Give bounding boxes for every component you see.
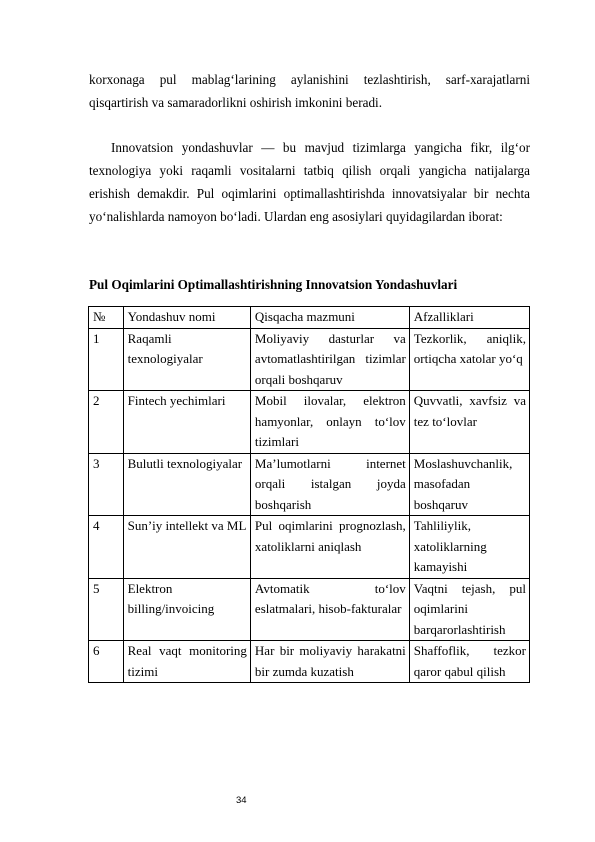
- approach-name: Real vaqt monitoring tizimi: [123, 641, 250, 683]
- table-header-row: [89, 307, 530, 329]
- approach-summary: Pul oqimlarini prognozlash, xatoliklarni aniqlash: [250, 516, 409, 579]
- approach-summary: Mobil ilovalar, elektron hamyonlar, onlayn to‘lov tizimlari: [250, 391, 409, 454]
- header-number: №: [89, 307, 124, 329]
- row-number: 4: [89, 516, 124, 579]
- approach-summary: Har bir moliyaviy harakatni bir zumda kuzatish: [250, 641, 409, 683]
- approach-name: Raqamli texnologiyalar: [123, 328, 250, 391]
- paragraph-continuation: korxonaga pul mablag‘larining aylanishini tezlashtirish, sarf-xarajatlarni qisqartirish va samaradorlikni oshirish imkonini beradi.: [89, 72, 530, 110]
- row-number: 5: [89, 578, 124, 641]
- header-summary: Qisqacha mazmuni: [250, 307, 409, 329]
- table-row: [89, 328, 530, 391]
- approach-summary: Avtomatik to‘lov eslatmalari, hisob-fakturalar: [250, 578, 409, 641]
- table-row: [89, 641, 530, 683]
- approach-advantages: Tezkorlik, aniqlik, ortiqcha xatolar yo‘q: [409, 328, 529, 391]
- table-row: [89, 578, 530, 641]
- row-number: 6: [89, 641, 124, 683]
- approach-name: Fintech yechimlari: [123, 391, 250, 454]
- approach-name: Bulutli texnologiyalar: [123, 453, 250, 516]
- approach-advantages: Tahliliylik, xatoliklarning kamayishi: [409, 516, 529, 579]
- paragraph-innovations: Innovatsion yondashuvlar — bu mavjud tizimlarga yangicha fikr, ilg‘or texnologiya yoki raqamli vositalarni tatbiq qilish orqali yangicha natijalarga erishish demakdir. Pul oqimlarini optimallashtirishda innovatsiyalar bir nechta yo‘nalishlarda namoyon bo‘ladi. Ulardan eng asosiylari quyidagilardan iborat:: [89, 140, 530, 224]
- table-row: [89, 516, 530, 579]
- row-number: 3: [89, 453, 124, 516]
- page-number: 34: [236, 795, 247, 806]
- row-number: 1: [89, 328, 124, 391]
- header-approach: Yondashuv nomi: [123, 307, 250, 329]
- approach-advantages: Shaffoflik, tezkor qaror qabul qilish: [409, 641, 529, 683]
- row-number: 2: [89, 391, 124, 454]
- approach-advantages: Moslashuvchanlik, masofadan boshqaruv: [409, 453, 529, 516]
- header-advantages: Afzalliklari: [409, 307, 529, 329]
- approach-summary: Ma’lumotlarni internet orqali istalgan joyda boshqarish: [250, 453, 409, 516]
- approach-name: Sun’iy intellekt va ML: [123, 516, 250, 579]
- approach-advantages: Vaqtni tejash, pul oqimlarini barqarorlashtirish: [409, 578, 529, 641]
- table-row: [89, 391, 530, 454]
- table-title: Pul Oqimlarini Optimallashtirishning Innovatsion Yondashuvlari: [89, 277, 458, 292]
- approach-summary: Moliyaviy dasturlar va avtomatlashtirilgan tizimlar orqali boshqaruv: [250, 328, 409, 391]
- table-row: [89, 453, 530, 516]
- approach-name: Elektron billing/invoicing: [123, 578, 250, 641]
- innovations-table: [88, 306, 530, 683]
- approach-advantages: Quvvatli, xavfsiz va tez to‘lovlar: [409, 391, 529, 454]
